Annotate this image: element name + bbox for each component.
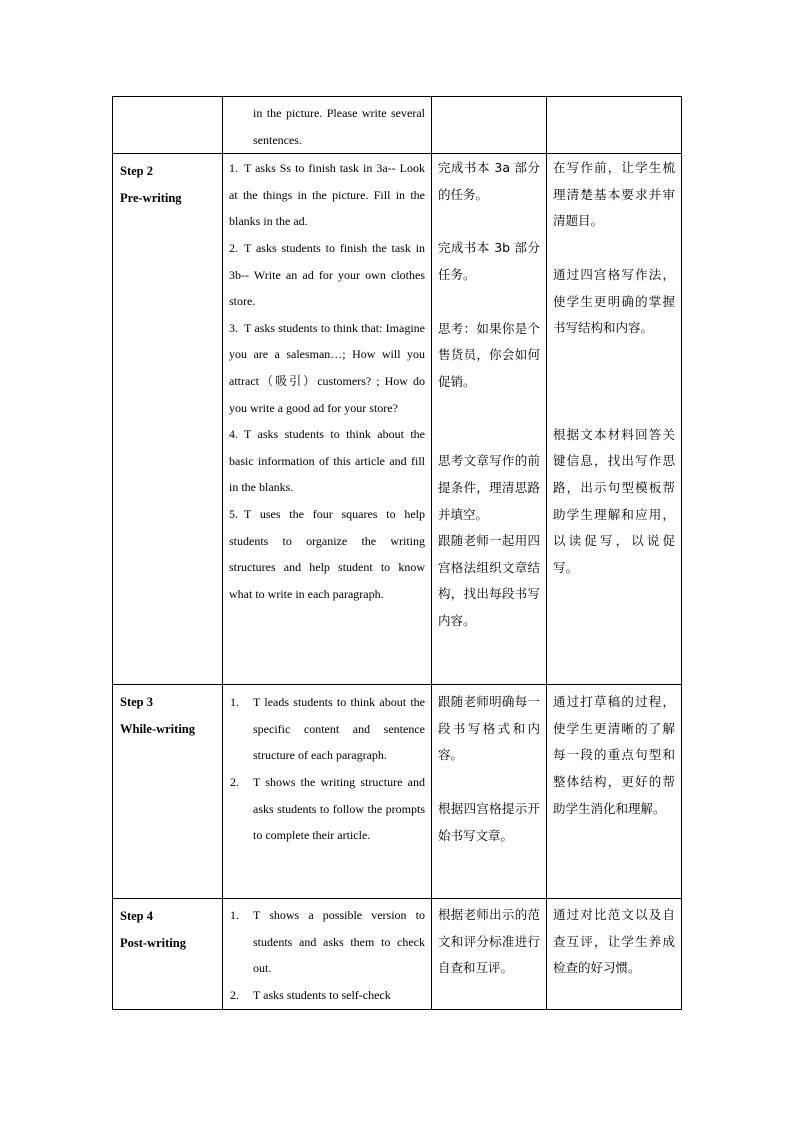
task-item: 2. T asks students to self-check bbox=[230, 987, 391, 1002]
purpose-text: 通过对比范文以及自查互评，让学生养成检查的好习惯。 bbox=[553, 907, 675, 976]
step-title: Step 4 bbox=[120, 909, 153, 924]
purpose-text: 通过四宫格写作法，使学生更明确的掌握书写结构和内容。 bbox=[553, 266, 675, 336]
task-item: 5. T uses the four squares to help students to organize the writing structures and help student to know what to write in each paragraph. bbox=[229, 506, 425, 601]
task-item: 3. T asks students to think that: Imagine you are a salesman…; How will you attract（吸引）customers? ; How do you write a good ad for your store? bbox=[229, 320, 425, 415]
student-activity-cell bbox=[432, 154, 547, 685]
student-activity: 跟随老师一起用四宫格法组织文章结构，找出每段书写内容。 bbox=[438, 533, 540, 628]
step-title: Step 2 bbox=[120, 164, 153, 179]
lesson-plan-table bbox=[112, 96, 682, 1010]
table-row-step-3 bbox=[113, 685, 682, 899]
purpose-cell bbox=[547, 685, 682, 899]
student-activity: 思考文章写作的前提条件，理清思路并填空。 bbox=[438, 453, 540, 522]
step-title: Step 3 bbox=[120, 695, 153, 710]
teacher-activity-cell bbox=[223, 154, 432, 685]
task-item: 4. T asks students to think about the basic information of this article and fill in the blanks. bbox=[229, 427, 425, 495]
table-row-step-2 bbox=[113, 154, 682, 685]
student-activity: 思考：如果你是个售货员，你会如何促销。 bbox=[438, 320, 540, 389]
task-item: 1. T shows a possible version to students and asks them to check out. bbox=[230, 908, 425, 976]
step-name: Pre-writing bbox=[120, 191, 182, 206]
teacher-activity-cell bbox=[223, 899, 432, 1009]
student-activity-cell bbox=[432, 97, 547, 154]
teacher-activity-cell bbox=[223, 685, 432, 899]
task-text: in the picture. Please write several sentences. bbox=[253, 106, 425, 147]
purpose-text: 通过打草稿的过程，使学生更清晰的了解每一段的重点句型和整体结构，更好的帮助学生消化和理解。 bbox=[553, 694, 675, 816]
step-name: Post-writing bbox=[120, 936, 186, 951]
student-activity: 根据四宫格提示开始书写文章。 bbox=[438, 800, 540, 843]
student-activity: 完成书本 3a 部分的任务。 bbox=[438, 160, 540, 202]
task-item: 2. T shows the writing structure and asks students to follow the prompts to complete their article. bbox=[230, 774, 425, 843]
purpose-cell bbox=[547, 154, 682, 685]
student-activity-cell bbox=[432, 899, 547, 1009]
purpose-cell bbox=[547, 899, 682, 1009]
purpose-cell bbox=[547, 97, 682, 154]
table-row-continuation bbox=[113, 97, 682, 154]
step-cell bbox=[113, 899, 223, 1009]
teacher-activity-cell bbox=[223, 97, 432, 154]
purpose-text: 在写作前，让学生梳理清楚基本要求并审清题目。 bbox=[553, 160, 675, 229]
step-name: While-writing bbox=[120, 722, 195, 737]
purpose-text: 根据文本材料回答关键信息，找出写作思路，出示句型模板帮助学生理解和应用，以读促写，以说促写。 bbox=[553, 426, 675, 575]
task-item: 1. T leads students to think about the specific content and sentence structure of each paragraph. bbox=[230, 695, 425, 763]
step-cell bbox=[113, 154, 223, 685]
task-item: 1. T asks Ss to finish task in 3a-- Look at the things in the picture. Fill in the blanks in the ad. bbox=[229, 161, 425, 229]
step-cell bbox=[113, 97, 223, 154]
task-item: 2. T asks students to finish the task in 3b-- Write an ad for your own clothes store. bbox=[229, 240, 425, 309]
student-activity: 完成书本 3b 部分任务。 bbox=[438, 240, 540, 282]
table-row-step-4 bbox=[113, 899, 682, 1009]
student-activity-cell bbox=[432, 685, 547, 899]
step-cell bbox=[113, 685, 223, 899]
student-activity: 根据老师出示的范文和评分标准进行自查和互评。 bbox=[438, 907, 540, 976]
student-activity: 跟随老师明确每一段书写格式和内容。 bbox=[438, 694, 540, 763]
